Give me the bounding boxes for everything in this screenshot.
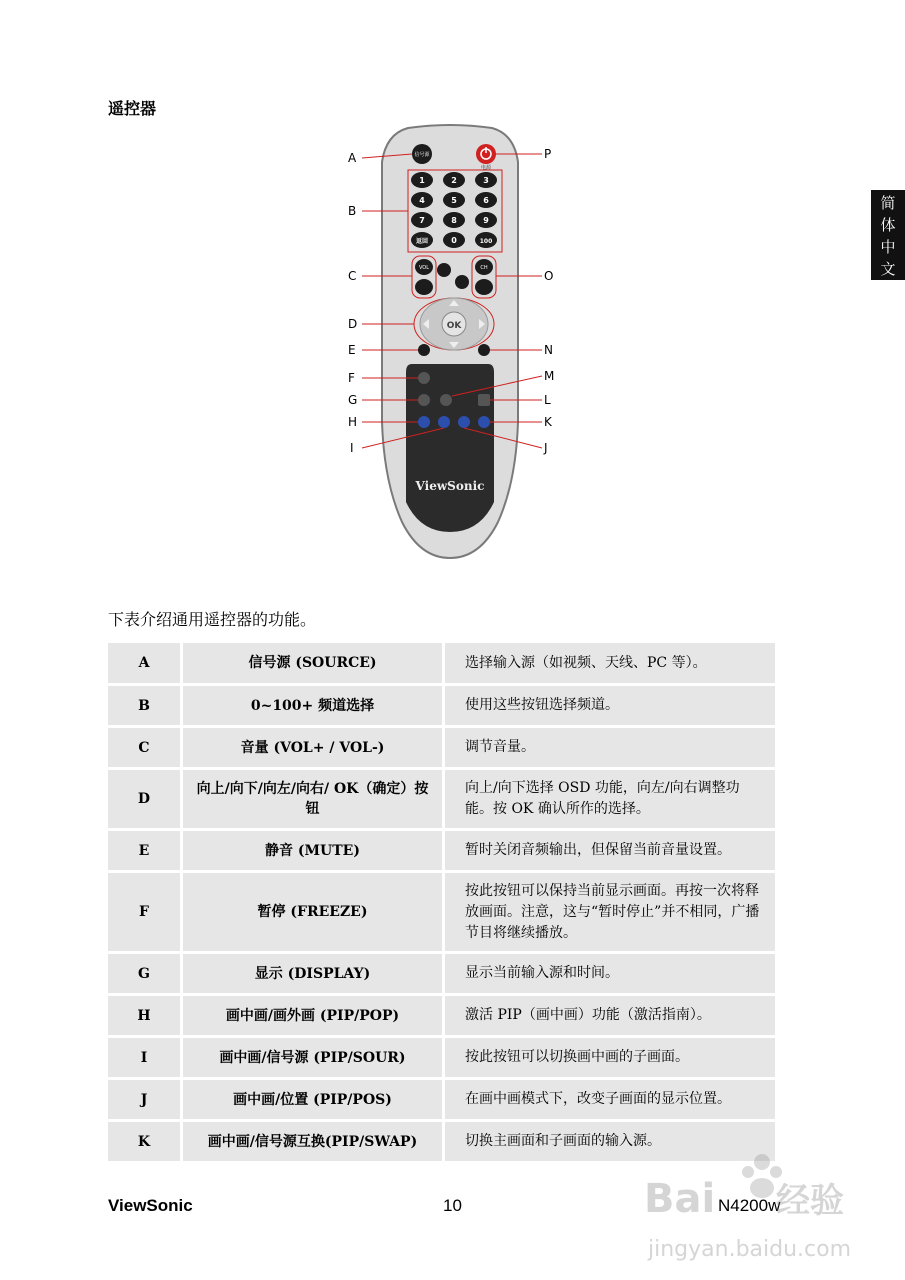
callout-label: E bbox=[348, 343, 356, 357]
vol-label: VOL bbox=[418, 265, 430, 271]
numpad-label: 100 bbox=[479, 238, 493, 245]
row-description: 切换主画面和子画面的输入源。 bbox=[445, 1122, 775, 1161]
numpad-label: 返回 bbox=[415, 238, 429, 245]
section-title: 遥控器 bbox=[108, 99, 157, 118]
row-description: 使用这些按钮选择频道。 bbox=[445, 686, 775, 725]
watermark-url: jingyan.baidu.com bbox=[648, 1237, 852, 1262]
callout-label: G bbox=[348, 393, 358, 407]
row-description: 调节音量。 bbox=[445, 728, 775, 767]
pip-swap-button bbox=[478, 416, 490, 428]
callout-label: L bbox=[544, 393, 551, 407]
l-button bbox=[478, 394, 490, 406]
numpad-label: 3 bbox=[483, 176, 489, 185]
row-key: D bbox=[108, 770, 183, 828]
m-button bbox=[440, 394, 452, 406]
pip-sour-button bbox=[438, 416, 450, 428]
numpad-label: 8 bbox=[451, 216, 457, 225]
row-key: G bbox=[108, 954, 183, 993]
remote-control-illustration bbox=[330, 122, 570, 562]
row-key: B bbox=[108, 686, 183, 725]
table-row bbox=[108, 643, 775, 683]
pip-pop-button bbox=[418, 416, 430, 428]
row-description: 暂时关闭音频输出，但保留当前音量设置。 bbox=[445, 831, 775, 870]
callout-label: P bbox=[544, 147, 552, 161]
row-button-name: 向上/向下/向左/向右/ OK（确定）按钮 bbox=[183, 770, 445, 828]
row-button-name: 画中画/位置 (PIP/POS) bbox=[183, 1080, 445, 1119]
callout-label: B bbox=[348, 204, 357, 218]
ch-down-button bbox=[475, 279, 493, 295]
table-row bbox=[108, 831, 775, 870]
table-row bbox=[108, 873, 775, 951]
language-tab bbox=[871, 190, 905, 280]
row-description: 向上/向下选择 OSD 功能，向左/向右调整功能。按 OK 确认所作的选择。 bbox=[445, 770, 775, 828]
row-button-name: 暂停 (FREEZE) bbox=[183, 873, 445, 951]
callout-label: F bbox=[348, 371, 355, 385]
numpad-label: 2 bbox=[451, 176, 457, 185]
language-tab-char: 文 bbox=[880, 260, 896, 278]
row-key: K bbox=[108, 1122, 183, 1161]
callout-label: C bbox=[348, 269, 357, 283]
row-key: F bbox=[108, 873, 183, 951]
row-description: 在画中画模式下，改变子画面的显示位置。 bbox=[445, 1080, 775, 1119]
ok-label: OK bbox=[446, 321, 462, 331]
power-button-label: 电源 bbox=[480, 165, 492, 171]
row-button-name: 静音 (MUTE) bbox=[183, 831, 445, 870]
row-button-name: 显示 (DISPLAY) bbox=[183, 954, 445, 993]
row-key: A bbox=[108, 643, 183, 683]
row-key: C bbox=[108, 728, 183, 767]
callout-label: A bbox=[348, 151, 357, 165]
table-row bbox=[108, 954, 775, 993]
callout-label: I bbox=[350, 441, 354, 455]
row-key: J bbox=[108, 1080, 183, 1119]
n-button bbox=[478, 344, 490, 356]
mute-button bbox=[418, 344, 430, 356]
language-tab-char: 中 bbox=[880, 238, 896, 256]
row-button-name: 0~100+ 频道选择 bbox=[183, 686, 445, 725]
row-description: 按此按钮可以切换画中画的子画面。 bbox=[445, 1038, 775, 1077]
middle-button-1 bbox=[437, 263, 451, 277]
ch-label: CH bbox=[480, 265, 488, 271]
pip-pos-button bbox=[458, 416, 470, 428]
remote-brand: ViewSonic bbox=[415, 479, 485, 493]
source-button-label: 信号源 bbox=[414, 152, 430, 158]
callout-label: H bbox=[348, 415, 358, 429]
callout-label: J bbox=[544, 441, 548, 455]
callout-label: M bbox=[544, 369, 555, 383]
intro-text: 下表介绍通用遥控器的功能。 bbox=[108, 610, 317, 629]
table-row bbox=[108, 686, 775, 725]
numpad-label: 9 bbox=[483, 216, 489, 225]
numpad-label: 5 bbox=[451, 196, 457, 205]
numpad-label: 4 bbox=[419, 196, 425, 205]
numpad-label: 0 bbox=[451, 236, 457, 245]
watermark-jingyan: 经验 bbox=[776, 1181, 844, 1221]
row-button-name: 信号源 (SOURCE) bbox=[183, 643, 445, 683]
numpad-label: 6 bbox=[483, 196, 489, 205]
paw-icon bbox=[754, 1154, 770, 1170]
numpad-label: 1 bbox=[419, 176, 425, 185]
row-description: 选择输入源（如视频、天线、PC 等）。 bbox=[445, 643, 775, 683]
callout-label: O bbox=[544, 269, 554, 283]
watermark-brand: Bai bbox=[644, 1176, 716, 1222]
row-key: H bbox=[108, 996, 183, 1035]
footer-model: N4200w bbox=[718, 1196, 781, 1215]
row-description: 激活 PIP（画中画）功能（激活指南）。 bbox=[445, 996, 775, 1035]
row-button-name: 音量 (VOL+ / VOL-) bbox=[183, 728, 445, 767]
language-tab-char: 简 bbox=[880, 194, 896, 212]
freeze-button bbox=[418, 372, 430, 384]
vol-down-button bbox=[415, 279, 433, 295]
numpad-label: 7 bbox=[419, 216, 425, 225]
row-button-name: 画中画/信号源互换(PIP/SWAP) bbox=[183, 1122, 445, 1161]
display-button bbox=[418, 394, 430, 406]
row-key: I bbox=[108, 1038, 183, 1077]
middle-button-2 bbox=[455, 275, 469, 289]
row-description: 显示当前输入源和时间。 bbox=[445, 954, 775, 993]
row-description: 按此按钮可以保持当前显示画面。再按一次将释放画面。注意，这与“暂时停止”并不相同，广播节目将继续播放。 bbox=[445, 873, 775, 951]
row-button-name: 画中画/信号源 (PIP/SOUR) bbox=[183, 1038, 445, 1077]
row-key: E bbox=[108, 831, 183, 870]
function-table bbox=[108, 640, 775, 1164]
table-row bbox=[108, 728, 775, 767]
callout-label: N bbox=[544, 343, 553, 357]
table-row bbox=[108, 1080, 775, 1119]
baidu-watermark bbox=[644, 1140, 864, 1270]
footer-brand: ViewSonic bbox=[108, 1196, 193, 1215]
table-row bbox=[108, 770, 775, 828]
table-row bbox=[108, 996, 775, 1035]
callout-label: K bbox=[544, 415, 552, 429]
row-button-name: 画中画/画外画 (PIP/POP) bbox=[183, 996, 445, 1035]
table-row bbox=[108, 1038, 775, 1077]
footer-page-number: 10 bbox=[443, 1196, 462, 1215]
language-tab-char: 体 bbox=[880, 216, 896, 234]
callout-label: D bbox=[348, 317, 358, 331]
